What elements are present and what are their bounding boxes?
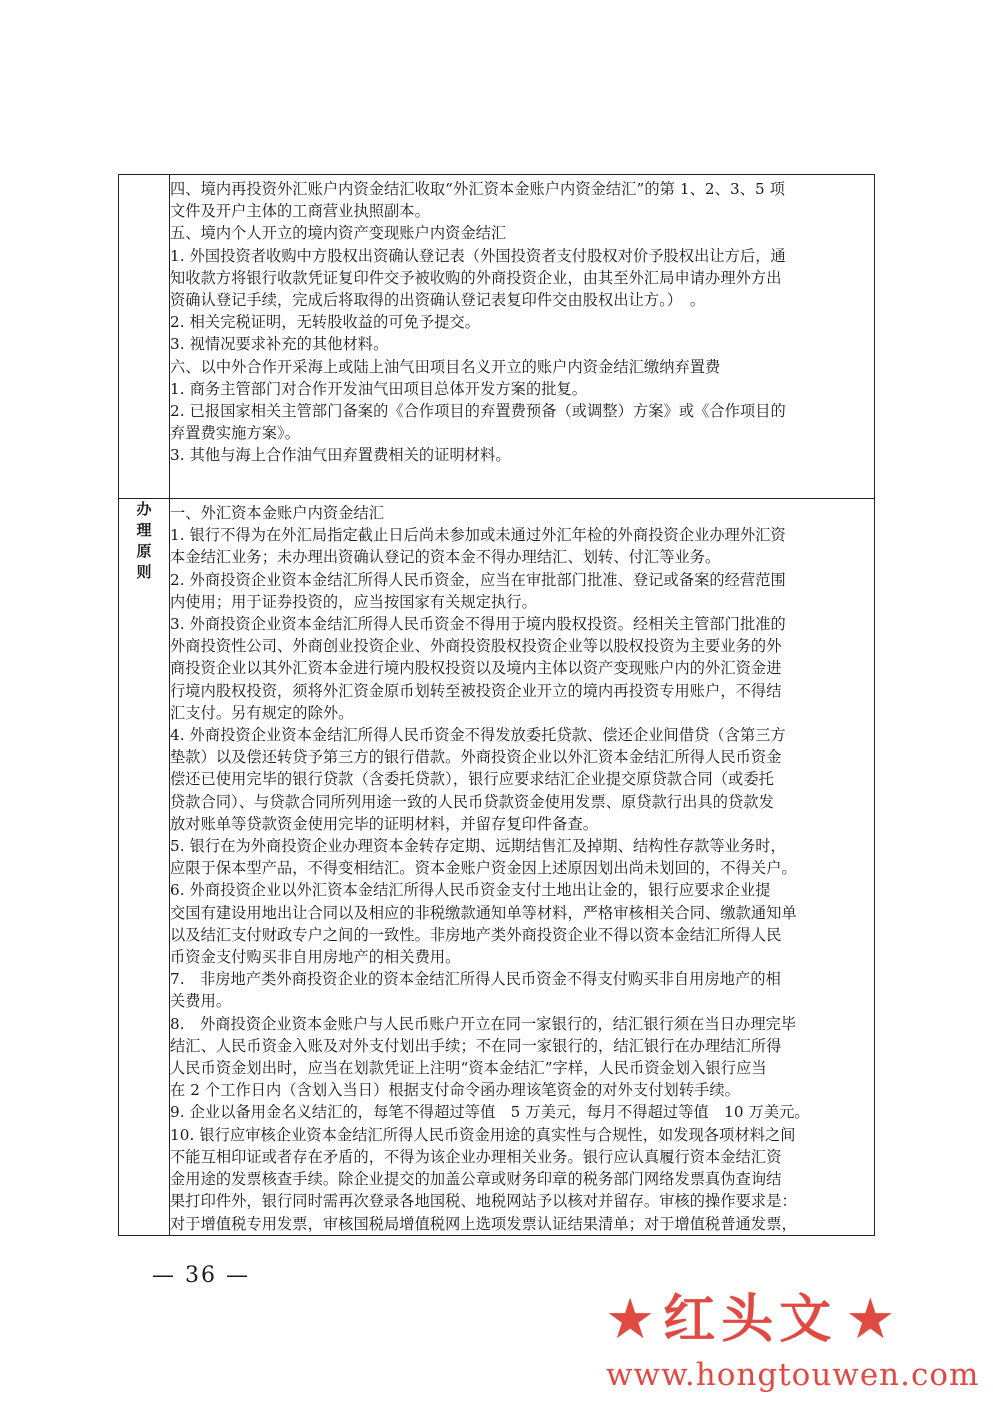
text-line: 放对账单等贷款资金使用完毕的证明材料，并留存复印件备查。 [170,814,599,833]
table-row [119,175,875,499]
text-line: 7. 非房地产类外商投资企业的资本金结汇所得人民币资金不得支付购买非自用房地产的相 [170,970,781,989]
text-line: 对于增值税专用发票，审核国税局增值税网上选项发票认证结果清单；对于增值税普通发票， [170,1214,797,1233]
text-line: 在 2 个工作日内（含划入当日）根据支付命令函办理该笔资金的对外支付划转手续。 [170,1081,740,1100]
text-line: 商投资企业以其外汇资本金进行境内股权投资以及境内主体以资产变现账户内的外汇资金进 [170,659,782,678]
text-line: 2. 外商投资企业资本金结汇所得人民币资金，应当在审批部门批准、登记或备案的经营范围 [170,570,786,589]
text-line: 币资金支付购买非自用房地产的相关费用。 [170,948,461,967]
text-line: 知收款方将银行收款凭证复印件交予被收购的外商投资企业，由其至外汇局申请办理外方出 [170,268,782,287]
watermark-url: www.hongtouwen.com [606,1357,980,1393]
text-line: 5. 银行在为外商投资企业办理资本金转存定期、远期结售汇及掉期、结构性存款等业务时， [170,837,786,856]
watermark-title: 红头文 [663,1290,838,1350]
row-content-cell [170,175,875,499]
text-line: 贷款合同）、与贷款合同所列用途一致的人民币贷款资金使用发票、原贷款行出具的贷款发 [170,792,774,811]
text-line: 4. 外商投资企业资本金结汇所得人民币资金不得发放委托贷款、偿还企业间借贷（含第三方 [170,726,786,745]
table-row [119,499,875,1236]
text-line: 2. 相关完税证明，无转股收益的可免予提交。 [170,313,481,332]
document-table [118,174,875,1236]
text-line: 以及结汇支付财政专户之间的一致性。非房地产类外商投资企业不得以资本金结汇所得人民 [170,925,782,944]
text-line: 四、境内再投资外汇账户内资金结汇收取“外汇资本金账户内资金结汇”的第 1、2、3、5 项 [170,180,785,198]
text-line: 1. 外国投资者收购中方股权出资确认登记表（外国投资者支付股权对价予股权出让方后，通 [170,246,786,265]
text-line: 本金结汇业务；未办理出资确认登记的资本金不得办理结汇、划转、付汇等业务。 [170,548,721,567]
text-line: 文件及开户主体的工商营业执照副本。 [170,202,430,221]
text-line: 8. 外商投资企业资本金账户与人民币账户开立在同一家银行的，结汇银行须在当日办理完毕 [170,1014,797,1033]
text-line: 果打印件外，银行同时需再次登录各地国税、地税网站予以核对并留存。审核的操作要求是： [170,1192,797,1211]
text-line: 弃置费实施方案》。 [170,424,300,443]
text-line: 1. 银行不得为在外汇局指定截止日后尚未参加或未通过外汇年检的外商投资企业办理外汇资 [170,526,786,545]
text-line: 交国有建设用地出让合同以及相应的非税缴款通知单等材料，严格审核相关合同、缴款通知单 [170,903,797,922]
row-label-cell [119,175,170,499]
text-line: 偿还已使用完毕的银行贷款（含委托贷款），银行应要求结汇企业提交原贷款合同（或委托 [170,770,774,789]
text-line: 五、境内个人开立的境内资产变现账户内资金结汇 [170,224,507,243]
text-line: 3. 外商投资企业资本金结汇所得人民币资金不得用于境内股权投资。经相关主管部门批准的 [170,615,786,634]
text-line: 结汇、人民币资金入账及对外支付划出手续；不在同一家银行的，结汇银行在办理结汇所得 [170,1036,782,1055]
text-line: 人民币资金划出时，应当在划款凭证上注明“资本金结汇”字样，人民币资金划入银行应当 [170,1059,767,1078]
text-line: 不能互相印证或者存在矛盾的，不得为该企业办理相关业务。银行应认真履行资本金结汇资 [170,1147,782,1166]
text-line: 2. 已报国家相关主管部门备案的《合作项目的弃置费预备（或调整）方案》或《合作项目的 [170,402,786,421]
text-line: 1. 商务主管部门对合作开发油气田项目总体开发方案的批复。 [170,379,588,398]
text-line: 汇支付。另有规定的除外。 [170,703,354,722]
text-line: 六、以中外合作开采海上或陆上油气田项目名义开立的账户内资金结汇缴纳弃置费 [170,357,721,376]
text-line: 内使用；用于证券投资的，应当按国家有关规定执行。 [170,592,537,611]
row-label-principles: 办理原则 [136,500,152,581]
row-label-cell [119,499,170,1236]
text-line: 一、外汇资本金账户内资金结汇 [170,504,385,522]
text-line: 资确认登记手续，完成后将取得的出资确认登记表复印件交由股权出让方。） 。 [170,291,706,310]
text-line: 外商投资性公司、外商创业投资企业、外商投资股权投资企业等以股权投资为主要业务的外 [170,637,782,656]
star-icon: ★ [845,1287,896,1352]
text-line: 垫款）以及偿还转贷予第三方的银行借款。外商投资企业以外汇资本金结汇所得人民币资金 [170,748,782,767]
text-line: 9. 企业以备用金名义结汇的，每笔不得超过等值 5 万美元，每月不得超过等值 10 万美元。 [170,1103,810,1122]
row-content-lines [170,502,874,1235]
row-content-lines [170,178,874,467]
text-line: 行境内股权投资，须将外汇资金原币划转至被投资企业开立的境内再投资专用账户，不得结 [170,681,782,700]
watermark-logo [605,1288,985,1352]
text-line: 10. 银行应审核企业资本金结汇所得人民币资金用途的真实性与合规性，如发现各项材料之间 [170,1125,796,1144]
text-line: 3. 其他与海上合作油气田弃置费相关的证明材料。 [170,446,511,465]
row-content-cell [170,499,875,1236]
text-line: 金用途的发票核查手续。除企业提交的加盖公章或财务印章的税务部门网络发票真伪查询结 [170,1170,782,1189]
text-line: 6. 外商投资企业以外汇资本金结汇所得人民币资金支付土地出让金的，银行应要求企业提 [170,881,771,900]
page-number: — 36 — [152,1263,250,1288]
text-line: 关费用。 [170,992,232,1011]
star-icon: ★ [605,1287,656,1352]
text-line: 3. 视情况要求补充的其他材料。 [170,335,389,354]
text-line: 应限于保本型产品，不得变相结汇。资本金账户资金因上述原因划出尚未划回的，不得关户。 [170,859,797,878]
